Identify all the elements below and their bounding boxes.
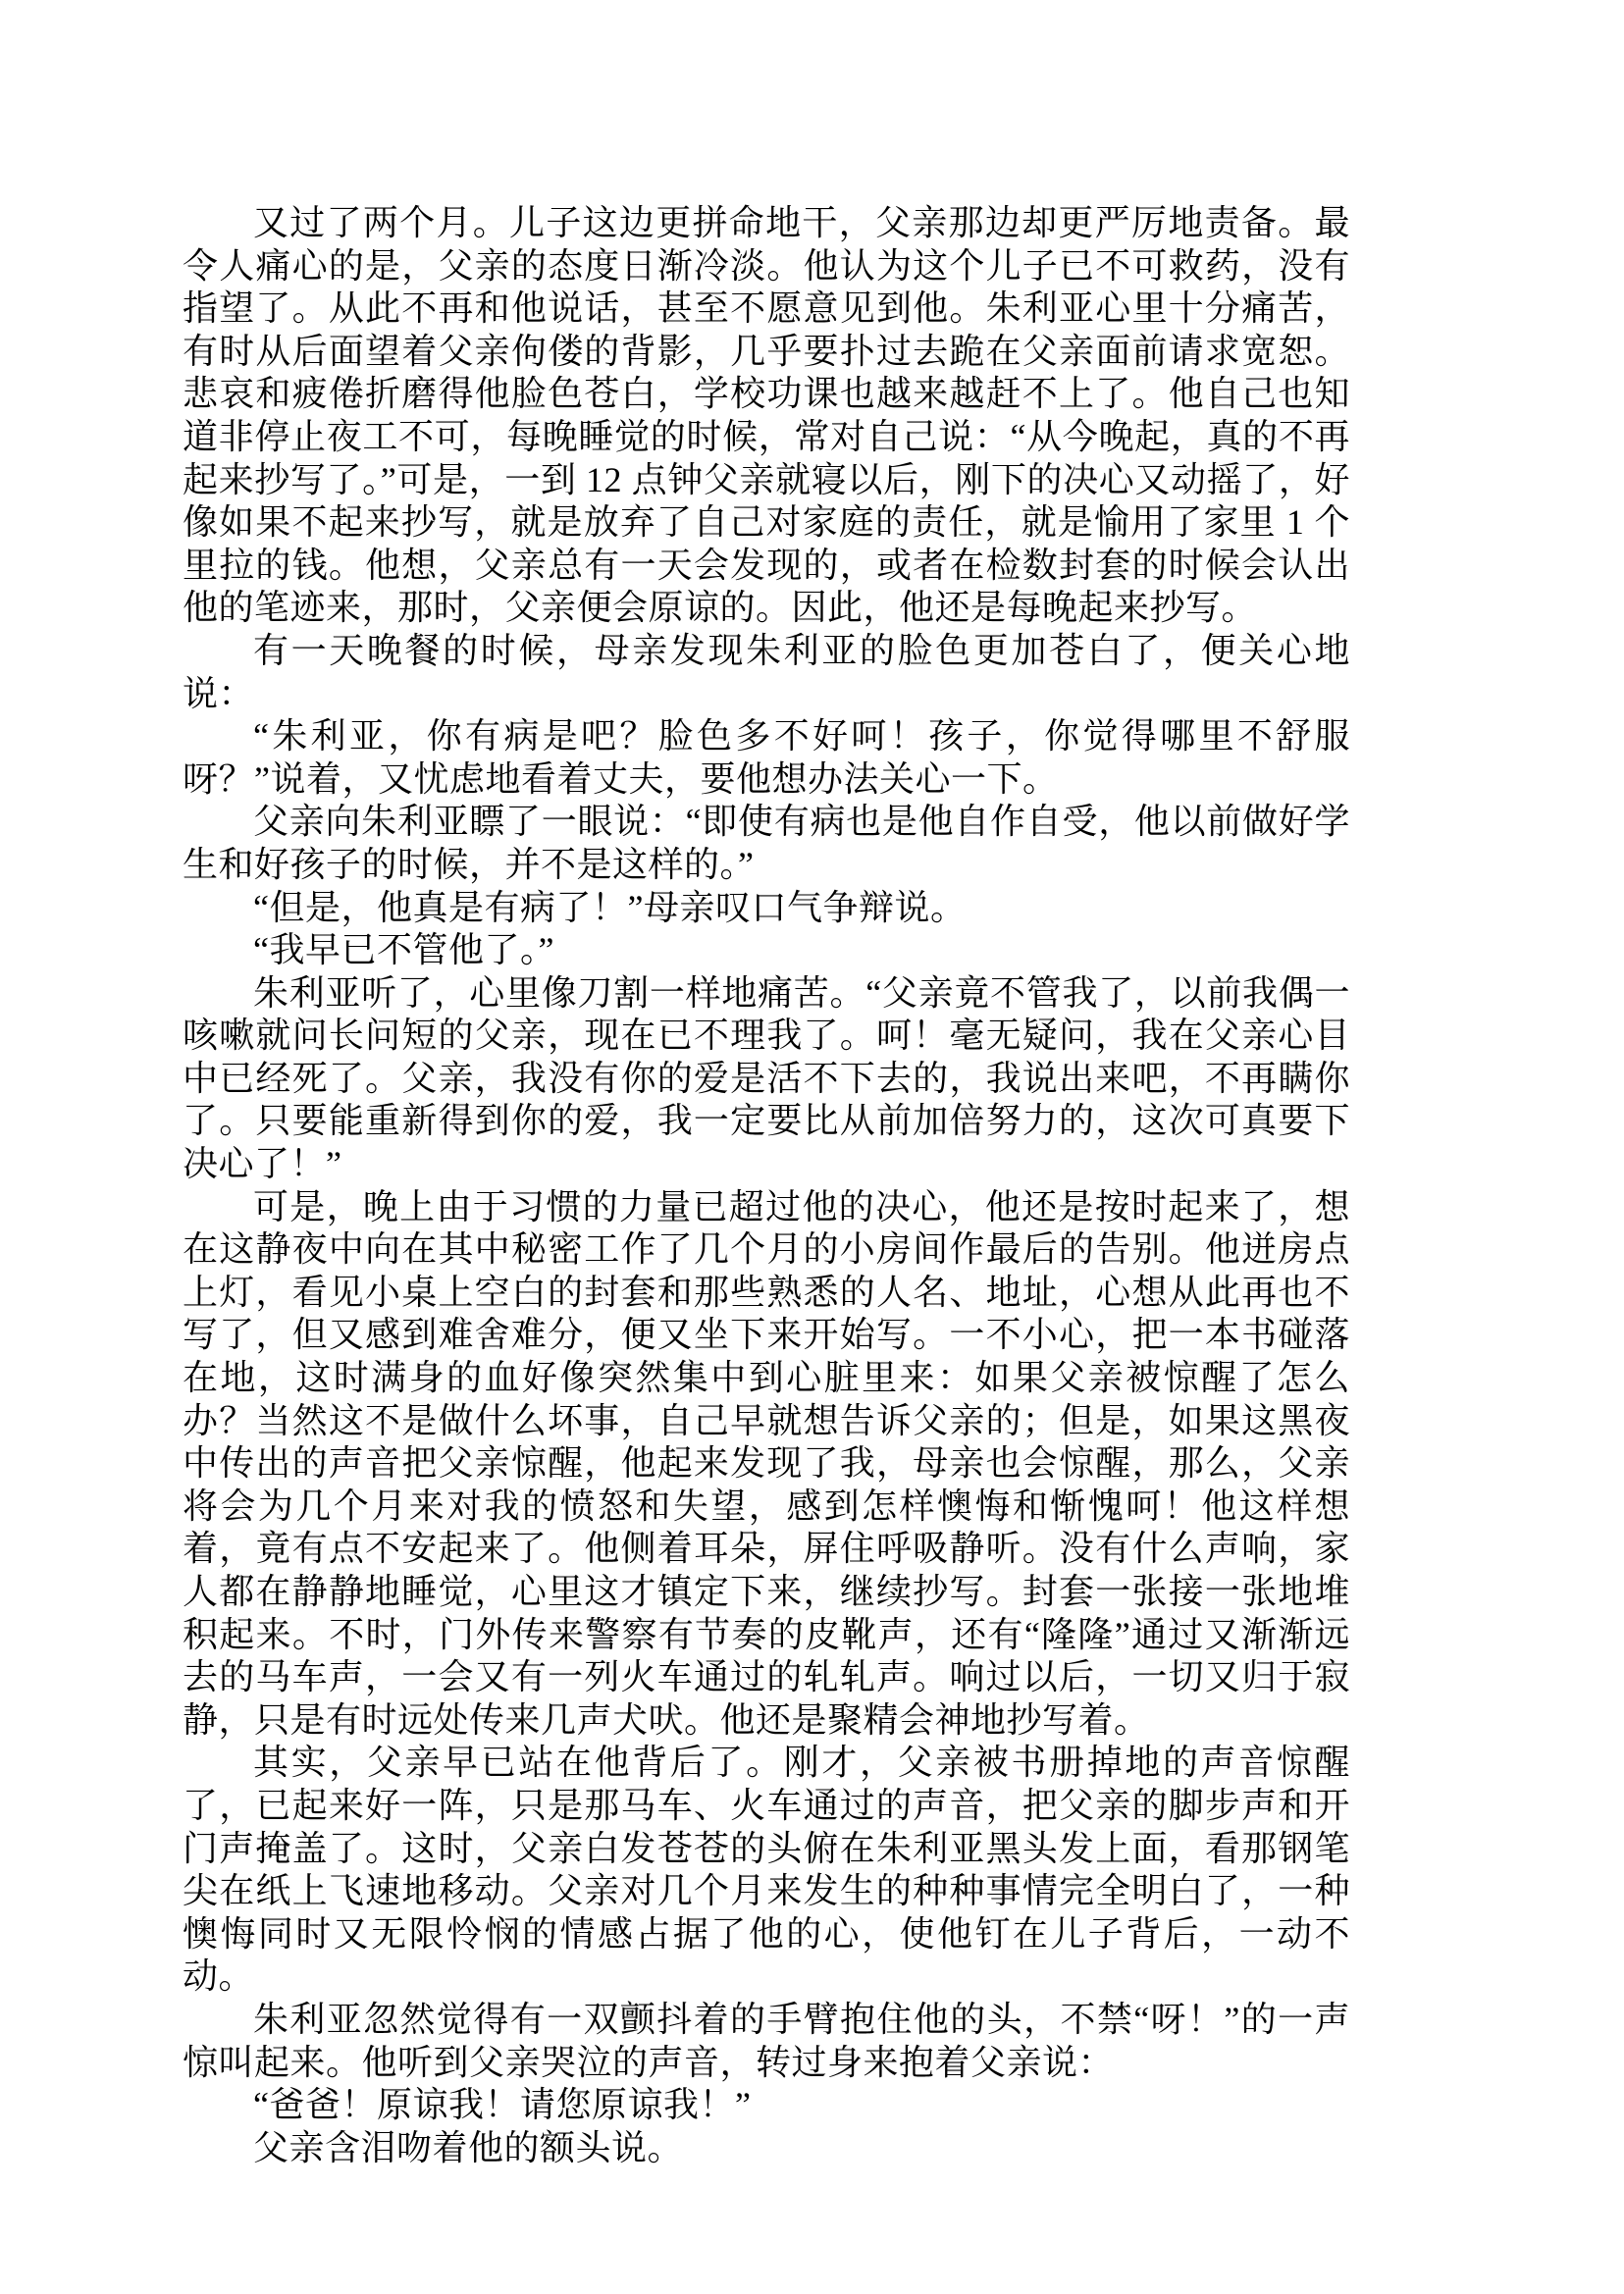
paragraph: “我早已不管他了。”	[253, 930, 554, 970]
paragraph: 其实，父亲早已站在他背后了。刚才，父亲被书册掉地的声音惊醒了，已起来好一阵，只是那马车、火车通过的声音，把父亲的脚步声和开门声掩盖了。这时，父亲白发苍苍的头俯在朱利亚黑头发上面，看那钢笔尖在纸上飞速地移动。父亲对几个月来发生的种种事情完全明白了，一种懊悔同时又无限怜悯的情感占据了他的心，使他钉在儿子背后，一动不动。	[183, 1743, 1350, 1997]
paragraph: 可是，晚上由于习惯的力量已超过他的决心，他还是按时起来了，想在这静夜中向在其中秘密工作了几个月的小房间作最后的告别。他迸房点上灯，看见小桌上空白的封套和那些熟悉的人名、地址，心想从此再也不写了，但又感到难舍难分，便又坐下来开始写。一不小心，把一本书碰落在地，这时满身的血好像突然集中到心脏里来：如果父亲被惊醒了怎么办？当然这不是做什么坏事，自己早就想告诉父亲的；但是，如果这黑夜中传出的声音把父亲惊醒，他起来发现了我，母亲也会惊醒，那么，父亲将会为几个月来对我的愤怒和失望，感到怎样懊悔和惭愧呵！他这样想着，竟有点不安起来了。他侧着耳朵，屏住呼吸静听。没有什么声响，家人都在静静地睡觉，心里这才镇定下来，继续抄写。封套一张接一张地堆积起来。不时，门外传来警察有节奏的皮靴声，还有“隆隆”通过又渐渐远去的马车声，一会又有一列火车通过的轧轧声。响过以后，一切又归于寂静，只是有时远处传来几声犬吠。他还是聚精会神地抄写着。	[183, 1186, 1350, 1740]
paragraph: 朱利亚听了，心里像刀割一样地痛苦。“父亲竟不管我了，以前我偶一咳嗽就问长问短的父亲，现在已不理我了。呵！毫无疑问，我在父亲心目中已经死了。父亲，我没有你的爱是活不下去的，我说出来吧，不再瞒你了。只要能重新得到你的爱，我一定要比从前加倍努力的，这次可真要下决心了！”	[183, 972, 1350, 1184]
paragraph: “朱利亚，你有病是吧？脸色多不好呵！孩子，你觉得哪里不舒服呀？”说着，又忧虑地看着丈夫，要他想办法关心一下。	[183, 716, 1350, 799]
paragraph: “爸爸！原谅我！请您原谅我！”	[253, 2085, 752, 2125]
paragraph: 又过了两个月。儿子这边更拼命地干，父亲那边却更严厉地责备。最令人痛心的是，父亲的态度日渐冷淡。他认为这个儿子已不可救药，没有指望了。从此不再和他说话，甚至不愿意见到他。朱利亚心里十分痛苦，有时从后面望着父亲佝偻的背影，几乎要扑过去跪在父亲面前请求宽恕。悲哀和疲倦折磨得他脸色苍白，学校功课也越来越赶不上了。他自己也知道非停止夜工不可，每晚睡觉的时候，常对自己说：“从今晚起，真的不再起来抄写了。”可是，一到 12 点钟父亲就寝以后，刚下的决心又动摇了，好像如果不起来抄写，就是放弃了自己对家庭的责任，就是愉用了家里 1 个里拉的钱。他想，父亲总有一天会发现的，或者在检数封套的时候会认出他的笔迹来，那时，父亲便会原谅的。因此，他还是每晚起来抄写。	[183, 203, 1350, 628]
paragraph: “但是，他真是有病了！”母亲叹口气争辩说。	[253, 887, 967, 927]
paragraph: 父亲向朱利亚瞟了一眼说：“即使有病也是他自作自受，他以前做好学生和好孩子的时候，并不是这样的。”	[183, 802, 1350, 884]
paragraph: 朱利亚忽然觉得有一双颤抖着的手臂抱住他的头，不禁“呀！”的一声惊叫起来。他听到父亲哭泣的声音，转过身来抱着父亲说：	[183, 1999, 1350, 2082]
paragraph: 父亲含泪吻着他的额头说。	[253, 2127, 684, 2167]
story-text-block	[183, 202, 1350, 2169]
paragraph: 有一天晚餐的时候，母亲发现朱利亚的脸色更加苍白了，便关心地说：	[183, 630, 1350, 713]
